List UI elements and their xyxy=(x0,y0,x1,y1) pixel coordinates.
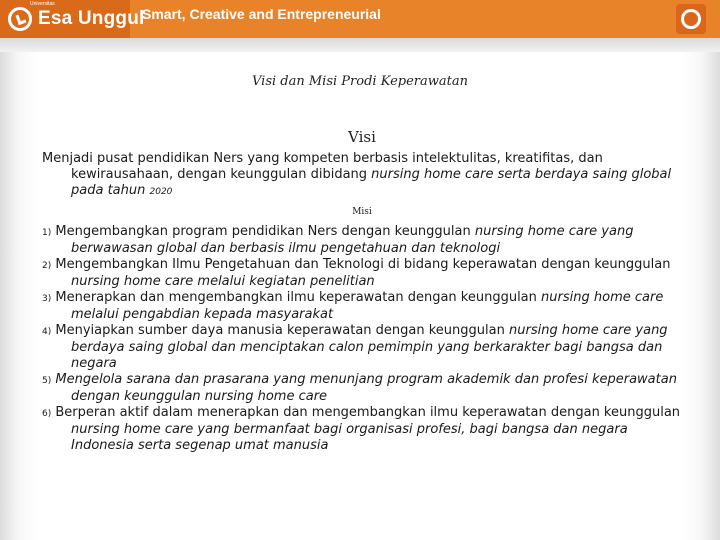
misi-item xyxy=(42,405,682,454)
misi-text: Menerapkan dan mengembangkan ilmu keperawatan dengan keunggulan xyxy=(55,290,537,305)
misi-item xyxy=(42,224,682,257)
misi-item xyxy=(42,257,682,290)
visi-italic: nursing home care serta berdaya saing global pada tahun xyxy=(71,167,672,198)
esa-unggul-logo-icon xyxy=(8,7,32,31)
misi-italic: Mengelola sarana dan prasarana yang menunjang program akademik dan profesi keperawatan dengan keunggulan nursing home care xyxy=(55,372,677,404)
misi-number: 1) xyxy=(42,228,52,238)
visi-paragraph xyxy=(42,151,682,200)
misi-heading: Misi xyxy=(352,207,372,217)
slide-content xyxy=(42,151,682,454)
misi-number: 2) xyxy=(42,261,52,271)
misi-item xyxy=(42,323,682,372)
misi-text: Berperan aktif dalam menerapkan dan mengembangkan ilmu keperawatan dengan keunggulan xyxy=(55,405,681,420)
misi-number: 4) xyxy=(42,327,52,337)
misi-italic: nursing home care yang berwawasan global dan berbasis ilmu pengetahuan dan teknologi xyxy=(71,224,634,256)
header-bar xyxy=(0,0,720,38)
brand-name: Esa Unggul xyxy=(38,8,145,29)
university-emblem-icon xyxy=(681,9,701,29)
misi-number: 6) xyxy=(42,409,52,419)
brand-logo xyxy=(8,4,145,34)
misi-text: Mengembangkan Ilmu Pengetahuan dan Teknologi di bidang keperawatan dengan keunggulan xyxy=(55,257,671,272)
visi-text: Menjadi pusat pendidikan Ners yang kompeten berbasis intelektulitas, kreatifitas, dan kewirausahaan, dengan keunggulan dibidang xyxy=(42,151,603,182)
visi-heading: Visi xyxy=(348,128,376,146)
misi-number: 5) xyxy=(42,376,52,386)
brand-sub: Universitas xyxy=(30,1,55,7)
misi-italic: nursing home care yang bermanfaat bagi organisasi profesi, bagi bangsa dan negara Indonesia serta segenap umat manusia xyxy=(71,422,628,453)
slide-title: Visi dan Misi Prodi Keperawatan xyxy=(252,74,468,89)
misi-text: Mengembangkan program pendidikan Ners dengan keunggulan xyxy=(55,224,471,239)
header-shadow-band xyxy=(0,38,720,52)
misi-item xyxy=(42,372,682,405)
misi-italic: nursing home care melalui kegiatan penelitian xyxy=(71,274,375,289)
misi-italic: nursing home care melalui pengabdian kepada masyarakat xyxy=(71,290,664,322)
misi-list xyxy=(42,224,682,454)
misi-item xyxy=(42,290,682,323)
tagline: Smart, Creative and Entrepreneurial xyxy=(142,6,381,22)
misi-text: Menyiapkan sumber daya manusia keperawatan dengan keunggulan xyxy=(55,323,505,338)
misi-italic: nursing home care yang berdaya saing global dan menciptakan calon pemimpin yang berkarakter bagi bangsa dan negara xyxy=(71,323,668,371)
visi-year: 2020 xyxy=(149,187,173,197)
misi-number: 3) xyxy=(42,294,52,304)
